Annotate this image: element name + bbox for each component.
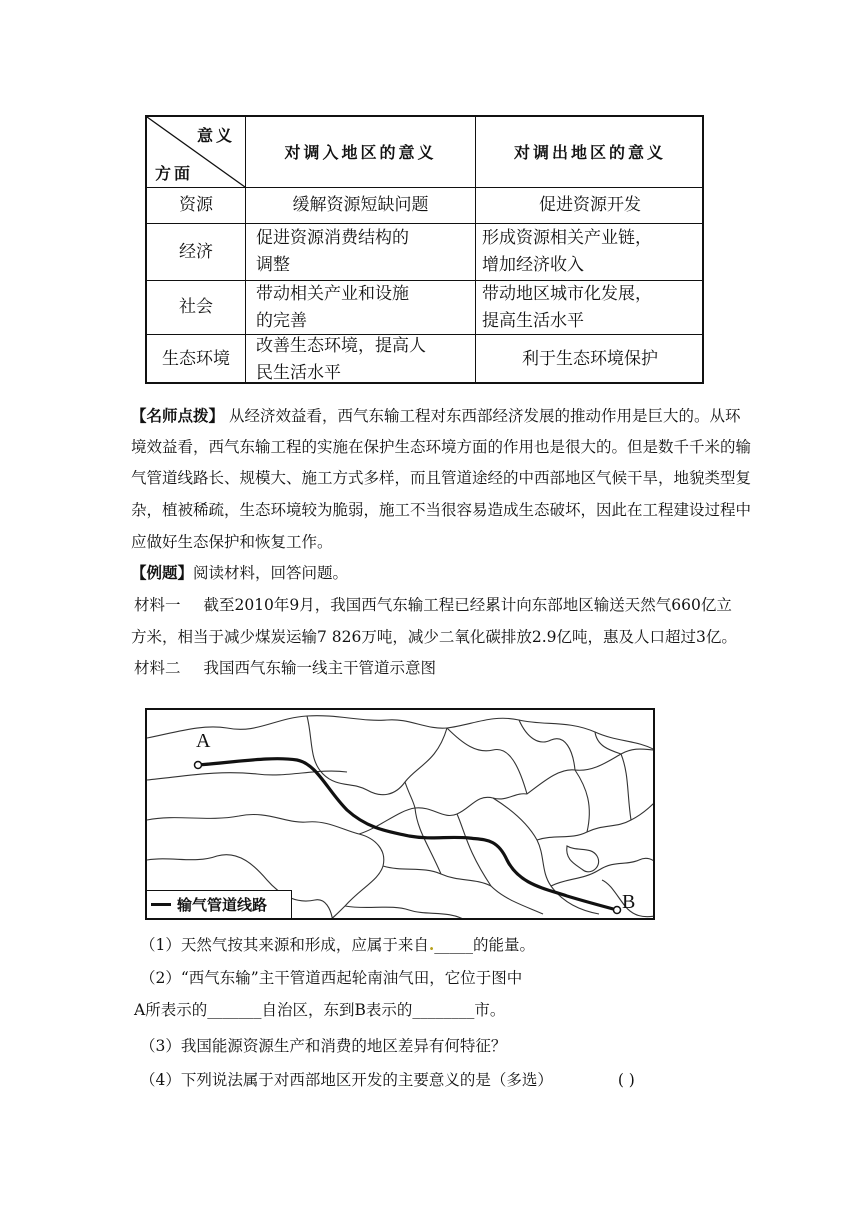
- table-cell: 缓解资源短缺问题: [292, 195, 429, 215]
- table-header-in: 对调入地区的意义: [284, 142, 437, 162]
- tip-line-2: 境效益看，西气东输工程的实施在保护生态环境方面的作用也是很大的。但是数千千米的输: [131, 438, 752, 456]
- material-1-line-2: 方米，相当于减少煤炭运输7 826万吨，减少二氧化碳排放2.9亿吨，惠及人口超过3亿。: [131, 628, 737, 646]
- tip-line-3: 气管道线路长、规模大、施工方式多样，而且管道途经的中西部地区气候干旱，地貌类型复: [131, 469, 752, 487]
- table-cell: [476, 224, 704, 280]
- example-heading: [131, 563, 348, 583]
- table-cell-line: 调整: [256, 255, 290, 275]
- example-intro: 阅读材料，回答问题。: [193, 564, 349, 582]
- table-cell-line: 提高生活水平: [482, 310, 584, 331]
- question-4: [140, 1070, 635, 1090]
- table-cell-line: 形成资源相关产业链，: [482, 228, 652, 248]
- question-1-mark: .: [428, 935, 435, 954]
- question-1: [140, 935, 535, 955]
- question-4-text: （4）下列说法属于对西部地区开发的主要意义的是（多选）: [140, 1071, 553, 1089]
- map-label-a: A: [196, 730, 211, 752]
- table-corner-top: 意义: [197, 126, 236, 145]
- legend-line-swatch: [151, 903, 171, 906]
- pipeline-line: [198, 759, 617, 910]
- table-cell: 利于生态环境保护: [522, 349, 658, 369]
- table-cell: 促进资源开发: [539, 195, 641, 215]
- table-aspect-resource: 资源: [179, 195, 213, 215]
- table-cell-line: 改善生态环境，提高人: [256, 335, 426, 356]
- table-cell: [476, 281, 704, 334]
- material-1-text: 截至2010年9月，我国西气东输工程已经累计向东部地区输送天然气660亿立: [203, 596, 732, 614]
- question-1-pre: （1）天然气按其来源和形成，应属于来自: [140, 936, 429, 954]
- question-3: （3）我国能源资源生产和消费的地区差异有何特征？: [140, 1037, 507, 1055]
- map-legend: [147, 890, 292, 918]
- table-cell-line: 促进资源消费结构的: [256, 228, 409, 248]
- map-label-b: B: [622, 891, 636, 913]
- question-1-post: _____的能量。: [434, 936, 536, 954]
- table-aspect-society: 社会: [179, 297, 213, 317]
- table-cell-line: 的完善: [256, 310, 307, 331]
- map-graphic: [147, 710, 655, 920]
- material-2-label: 材料二: [134, 659, 181, 677]
- table-cell-line: 带动相关产业和设施: [256, 283, 409, 304]
- table-aspect-economy: 经济: [179, 241, 213, 262]
- question-2-line-2: A所表示的_______自治区，东到B表示的________市。: [134, 1001, 506, 1019]
- table-cell-line: 增加经济收入: [482, 255, 584, 275]
- table-cell-line: 民生活水平: [256, 362, 341, 383]
- table-header-out: 对调出地区的意义: [513, 142, 666, 162]
- pipeline-start-point: [195, 762, 202, 769]
- question-2-line-1: （2）“西气东输”主干管道西起轮南油气田，它位于图中: [140, 969, 523, 987]
- tip-line-1: [131, 406, 740, 426]
- example-label: 【例题】: [131, 563, 194, 582]
- table-cell: [246, 224, 475, 280]
- legend-label: 输气管道线路: [177, 896, 268, 914]
- tip-line-5: 应做好生态保护和恢复工作。: [131, 533, 333, 551]
- tip-line-4: 杂，植被稀疏，生态环境较为脆弱，施工不当很容易造成生态破坏，因此在工程建设过程中: [131, 501, 752, 519]
- significance-table: [145, 115, 704, 384]
- table-cell-line: 带动地区城市化发展，: [482, 283, 652, 304]
- pipeline-end-point: [614, 907, 621, 914]
- tip-text: 从经济效益看，西气东输工程对东西部经济发展的推动作用是巨大的。从环: [228, 407, 741, 425]
- question-4-answer-paren: ( ): [617, 1071, 635, 1089]
- pipeline-map: [145, 708, 655, 920]
- material-2-text: 我国西气东输一线主干管道示意图: [203, 659, 436, 677]
- material-2-line: [134, 658, 436, 678]
- material-1-label: 材料一: [134, 596, 181, 614]
- tip-label: 【名师点拨】: [131, 406, 225, 425]
- table-cell: [246, 335, 475, 384]
- table-corner-bottom: 方面: [155, 164, 194, 183]
- material-1-line-1: [134, 595, 732, 615]
- table-cell: [246, 281, 475, 334]
- table-aspect-ecology: 生态环境: [162, 349, 230, 369]
